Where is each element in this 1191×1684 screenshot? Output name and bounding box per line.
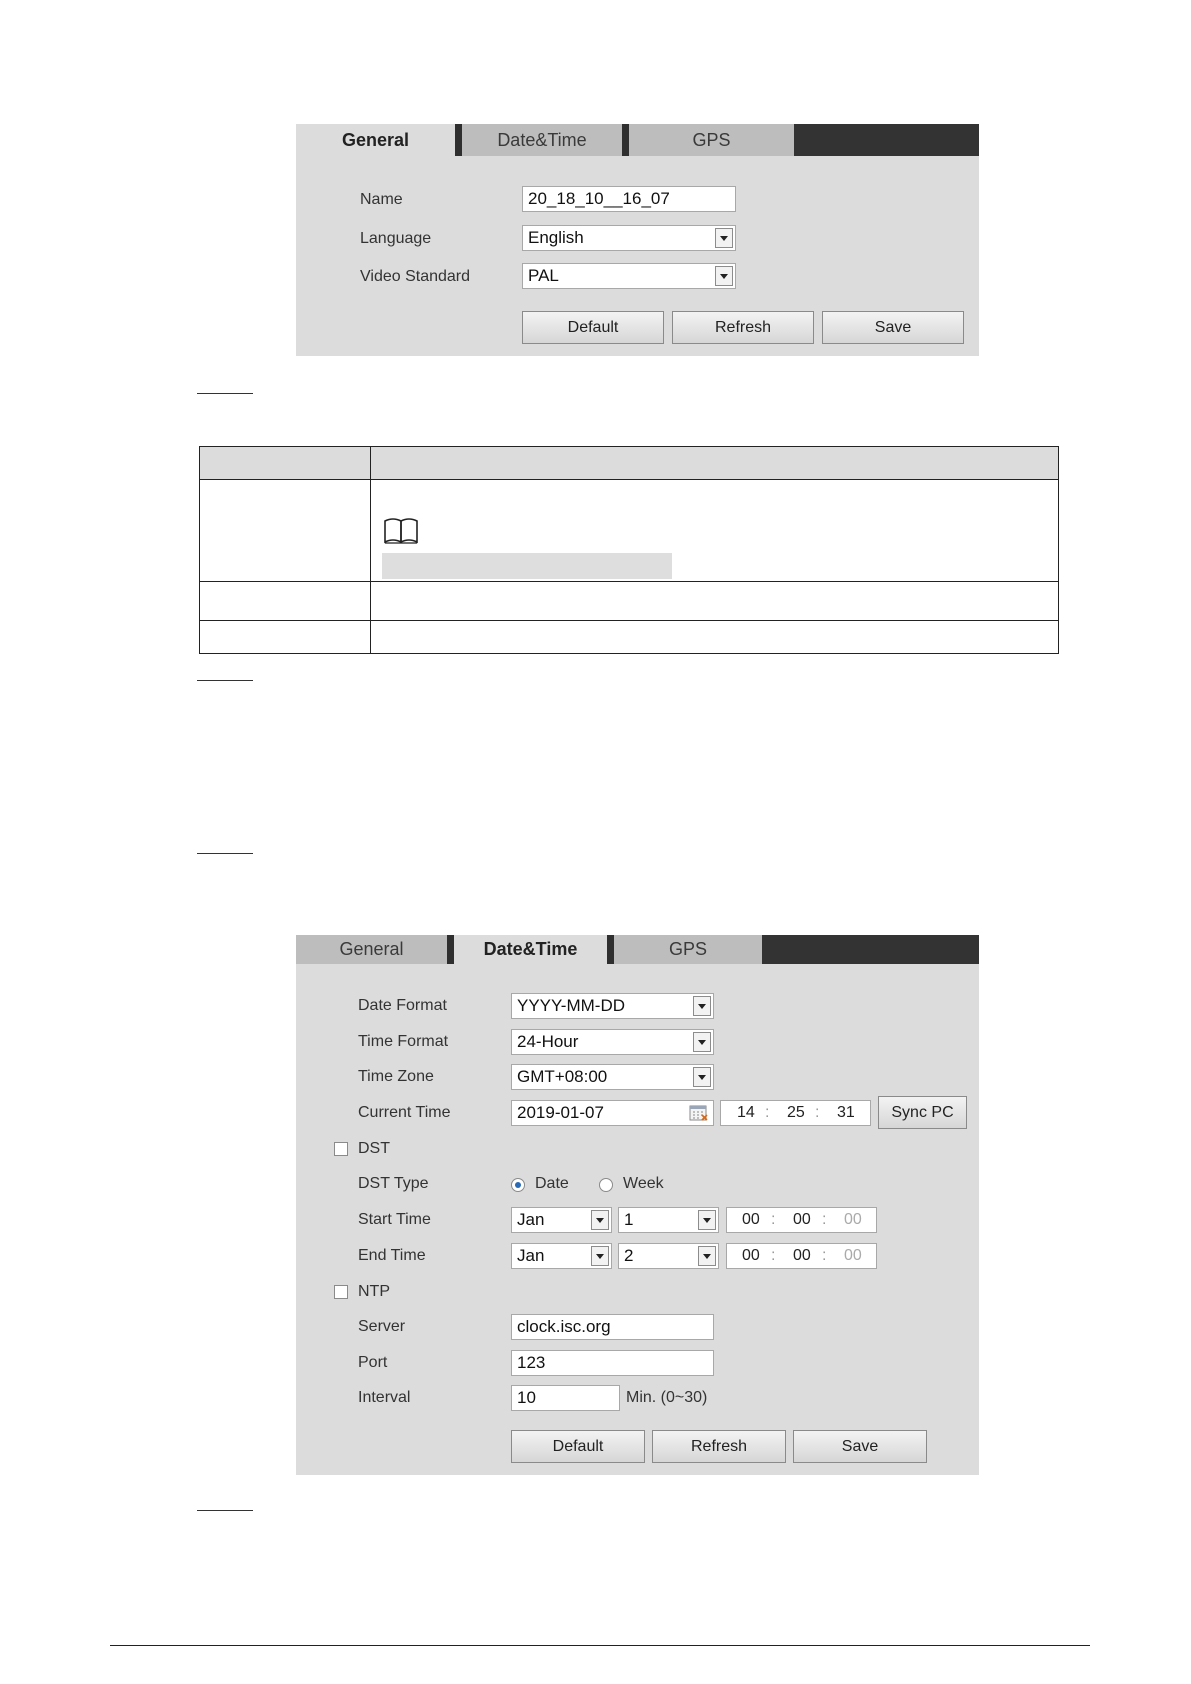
- port-input[interactable]: 123: [511, 1350, 714, 1376]
- ntp-checkbox[interactable]: [334, 1285, 348, 1299]
- time-format-value: 24-Hour: [517, 1032, 579, 1051]
- table-row: [200, 582, 1059, 621]
- dst-checkbox[interactable]: [334, 1142, 348, 1156]
- server-label: Server: [358, 1318, 406, 1335]
- table-header-cell: [371, 447, 1059, 480]
- dst-type-week-radio[interactable]: [599, 1178, 613, 1192]
- start-clock-input[interactable]: 00 : 00 : 00: [726, 1207, 877, 1233]
- interval-input[interactable]: 10: [511, 1385, 620, 1411]
- interval-label: Interval: [358, 1389, 411, 1406]
- table-cell: [200, 582, 371, 621]
- server-input[interactable]: clock.isc.org: [511, 1314, 714, 1340]
- time-zone-label: Time Zone: [358, 1068, 434, 1085]
- note-book-icon: [383, 517, 419, 545]
- dropdown-arrow-icon[interactable]: [698, 1246, 716, 1266]
- date-format-label: Date Format: [358, 997, 447, 1014]
- tab-general[interactable]: General: [296, 124, 455, 156]
- second-value[interactable]: 00: [844, 1247, 862, 1264]
- time-zone-value: GMT+08:00: [517, 1067, 608, 1086]
- tab-separator: [622, 124, 629, 156]
- current-date-value: 2019-01-07: [517, 1103, 604, 1122]
- dst-type-week-label: Week: [623, 1175, 664, 1192]
- tab-date-time[interactable]: Date&Time: [462, 124, 622, 156]
- default-button[interactable]: Default: [522, 311, 664, 344]
- language-label: Language: [360, 230, 432, 247]
- port-label: Port: [358, 1354, 388, 1371]
- tab-general[interactable]: General: [296, 935, 447, 964]
- table-cell: [371, 582, 1059, 621]
- table-row: [200, 621, 1059, 654]
- table-header-row: [200, 447, 1059, 480]
- dst-label: DST: [358, 1140, 390, 1157]
- interval-hint: Min. (0~30): [626, 1389, 708, 1406]
- table-cell: [371, 621, 1059, 654]
- tab-date-time[interactable]: Date&Time: [454, 935, 607, 964]
- save-button[interactable]: Save: [793, 1430, 927, 1463]
- start-month-value: Jan: [517, 1210, 545, 1229]
- step-marker: [197, 680, 253, 681]
- dropdown-arrow-icon[interactable]: [693, 1032, 711, 1052]
- parameter-table: [199, 446, 1059, 654]
- end-clock-input[interactable]: 00 : 00 : 00: [726, 1243, 877, 1269]
- step-marker: [197, 853, 253, 854]
- start-month-select[interactable]: [511, 1207, 612, 1233]
- start-time-label: Start Time: [358, 1211, 431, 1228]
- dropdown-arrow-icon[interactable]: [715, 266, 733, 286]
- time-zone-select[interactable]: [511, 1064, 714, 1090]
- dst-type-date-label: Date: [535, 1175, 569, 1192]
- language-value: English: [528, 228, 584, 247]
- tab-separator: [455, 124, 462, 156]
- dropdown-arrow-icon[interactable]: [715, 228, 733, 248]
- step-marker: [197, 1510, 253, 1511]
- dst-type-label: DST Type: [358, 1175, 429, 1192]
- sync-pc-button[interactable]: Sync PC: [878, 1096, 967, 1129]
- video-standard-value: PAL: [528, 266, 559, 285]
- date-format-value: YYYY-MM-DD: [517, 996, 625, 1015]
- refresh-button[interactable]: Refresh: [672, 311, 814, 344]
- dropdown-arrow-icon[interactable]: [698, 1210, 716, 1230]
- end-day-value: 2: [624, 1246, 634, 1265]
- general-settings-panel: [296, 124, 979, 356]
- second-value[interactable]: 00: [844, 1211, 862, 1228]
- hour-value[interactable]: 14: [737, 1104, 755, 1121]
- ntp-label: NTP: [358, 1283, 390, 1300]
- name-label: Name: [360, 191, 403, 208]
- note-highlight-bar: [382, 553, 672, 579]
- table-cell: [200, 480, 371, 582]
- refresh-button[interactable]: Refresh: [652, 1430, 786, 1463]
- time-format-label: Time Format: [358, 1033, 449, 1050]
- dropdown-arrow-icon[interactable]: [693, 1067, 711, 1087]
- video-standard-select[interactable]: [522, 263, 736, 289]
- save-button[interactable]: Save: [822, 311, 964, 344]
- language-select[interactable]: [522, 225, 736, 251]
- minute-value[interactable]: 00: [793, 1211, 811, 1228]
- end-day-select[interactable]: [618, 1243, 719, 1269]
- current-time-input[interactable]: 14 : 25 : 31: [720, 1100, 871, 1126]
- default-button[interactable]: Default: [511, 1430, 645, 1463]
- hour-value[interactable]: 00: [742, 1247, 760, 1264]
- name-input[interactable]: 20_18_10__16_07: [522, 186, 736, 212]
- date-format-select[interactable]: [511, 993, 714, 1019]
- video-standard-label: Video Standard: [360, 268, 471, 285]
- table-cell: [200, 621, 371, 654]
- date-time-settings-panel: [296, 935, 979, 1475]
- start-day-value: 1: [624, 1210, 634, 1229]
- dropdown-arrow-icon[interactable]: [591, 1210, 609, 1230]
- tab-bar: [296, 935, 979, 964]
- minute-value[interactable]: 25: [787, 1104, 805, 1121]
- dropdown-arrow-icon[interactable]: [591, 1246, 609, 1266]
- tab-separator: [447, 935, 454, 964]
- footer-rule: [110, 1645, 1090, 1646]
- calendar-icon[interactable]: [689, 1104, 709, 1122]
- end-month-select[interactable]: [511, 1243, 612, 1269]
- time-format-select[interactable]: [511, 1029, 714, 1055]
- tab-gps[interactable]: GPS: [629, 124, 794, 156]
- tab-gps[interactable]: GPS: [614, 935, 762, 964]
- tab-separator: [607, 935, 614, 964]
- current-time-label: Current Time: [358, 1104, 451, 1121]
- end-time-label: End Time: [358, 1247, 426, 1264]
- minute-value[interactable]: 00: [793, 1247, 811, 1264]
- dropdown-arrow-icon[interactable]: [693, 996, 711, 1016]
- tab-bar: [296, 124, 979, 156]
- dst-type-date-radio[interactable]: [511, 1178, 525, 1192]
- second-value[interactable]: 31: [837, 1104, 855, 1121]
- step-marker: [197, 393, 253, 394]
- start-day-select[interactable]: [618, 1207, 719, 1233]
- hour-value[interactable]: 00: [742, 1211, 760, 1228]
- current-date-input[interactable]: [511, 1100, 714, 1126]
- table-header-cell: [200, 447, 371, 480]
- end-month-value: Jan: [517, 1246, 545, 1265]
